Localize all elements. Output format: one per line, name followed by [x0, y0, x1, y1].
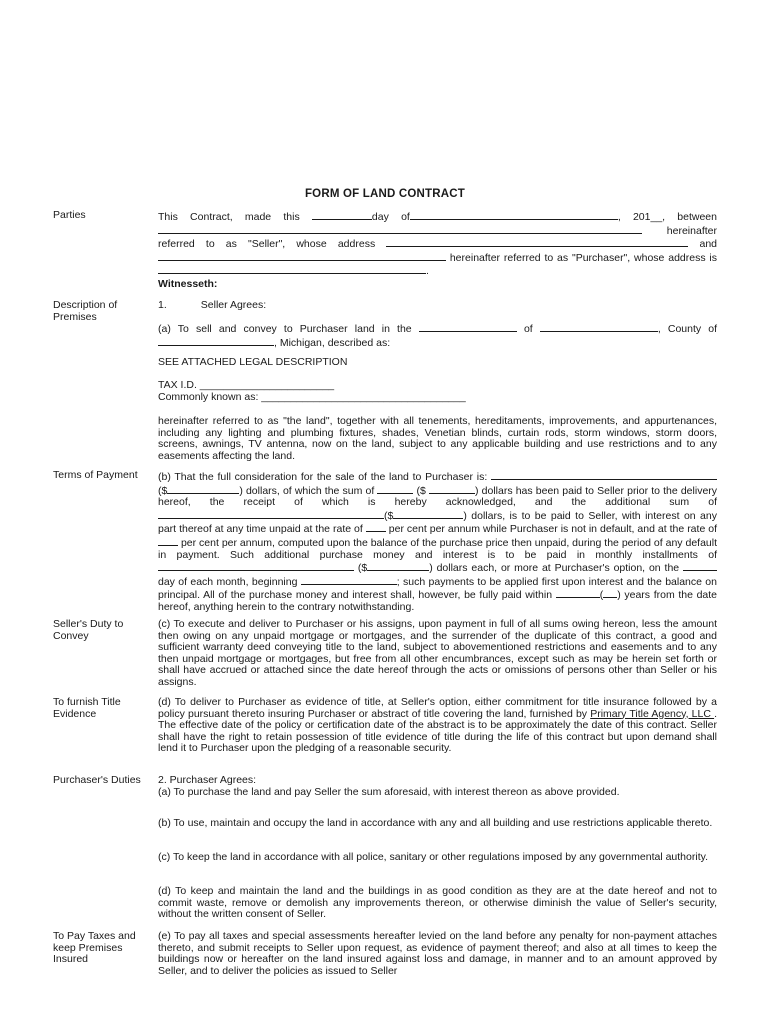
- blank-default-rate[interactable]: [158, 536, 178, 546]
- title-agency-name: Primary Title Agency, LLC: [590, 707, 715, 720]
- document-title: FORM OF LAND CONTRACT: [304, 188, 466, 200]
- blank-consideration-words[interactable]: [491, 470, 717, 480]
- blank-consideration-amount[interactable]: [167, 484, 239, 494]
- blank-balance-amount[interactable]: [393, 509, 463, 519]
- blank-interest-rate[interactable]: [366, 522, 386, 532]
- blank-payment-day[interactable]: [683, 561, 717, 571]
- legal-description-line: SEE ATTACHED LEGAL DESCRIPTION: [158, 356, 348, 368]
- paragraph-2d: (d) To keep and maintain the land and the buildings in as good condition as they are at the date hereof and not to commit waste, remove or demolish any improvements thereon, or otherwise diminish the value of Seller's security, without the written consent of Seller.: [158, 885, 717, 921]
- paragraph-2c: (c) To keep the land in accordance with all police, sanitary or other regulations imposed by any governmental authority.: [158, 851, 708, 863]
- para-text: , Michigan, described as:: [274, 336, 391, 349]
- para-text: of: [523, 323, 533, 335]
- para-text: (: [599, 589, 604, 602]
- para-text: ($: [158, 484, 168, 497]
- land-definition-paragraph: hereinafter referred to as "the land", together with all tenements, hereditaments, improvements, and appurtenances, including any lighting and plumbing fixtures, shades, Venetian blinds, curtain rods, storm windows, storm doors, screens, awnings, TV antenna, now on the land, subject to any applicable building and use restrictions and to any easements affecting the land.: [158, 415, 717, 462]
- para-text: , County of: [657, 323, 718, 335]
- blank-township[interactable]: [419, 322, 517, 332]
- para-text: ) dollars each, or more at Purchaser's option, on the: [429, 562, 680, 575]
- para-text: ) years from the date hereof, anything herein to the contrary notwithstanding.: [158, 589, 718, 613]
- para-text: ) dollars has been paid to Seller prior to the delivery hereof, the receipt of which is hereby acknowledged, and the additional sum of: [158, 484, 718, 509]
- paragraph-a: [158, 322, 717, 349]
- margin-label-title-evidence: To furnish Title Evidence: [53, 696, 121, 720]
- blank-seller-name[interactable]: [158, 224, 642, 234]
- blank-years-words[interactable]: [556, 588, 600, 598]
- parties-text: address is: [668, 251, 718, 264]
- para-text: ; such payments to be applied first upon interest and the balance on principal. All of the purchase money and interest shall, however, be fully paid within: [158, 575, 717, 602]
- margin-label-taxes: To Pay Taxes and keep Premises Insured: [53, 930, 136, 966]
- margin-label-duty-to-convey: Seller's Duty to Convey: [53, 618, 124, 642]
- paragraph-2a: (a) To purchase the land and pay Seller the sum aforesaid, with interest thereon as above provided.: [158, 786, 620, 798]
- parties-text: referred to as "Seller", whose address: [158, 238, 376, 251]
- section-number: 1.: [158, 299, 167, 311]
- para-text: day of each month, beginning: [158, 575, 298, 588]
- para-text: ) dollars, is to be paid to Seller, with interest on any part thereof at any time unpaid at the rate of: [158, 509, 717, 536]
- margin-label-terms: Terms of Payment: [53, 469, 138, 481]
- margin-label-parties: Parties: [53, 209, 86, 221]
- blank-installment-amount[interactable]: [367, 561, 429, 571]
- blank-years-number[interactable]: [603, 588, 617, 598]
- para-text: ($: [384, 509, 394, 522]
- blank-installment-words[interactable]: [158, 561, 354, 571]
- blank-month[interactable]: [410, 210, 618, 220]
- paragraph-b: [158, 470, 717, 614]
- blank-day[interactable]: [312, 210, 372, 220]
- seller-agrees-heading: [158, 300, 717, 312]
- parties-paragraph: [158, 210, 717, 278]
- commonly-known-line: Commonly known as: ___________________________________: [158, 391, 466, 403]
- witnesseth-heading: Witnesseth:: [158, 278, 218, 290]
- blank-balance-words[interactable]: [158, 509, 384, 519]
- margin-label-description: Description of Premises: [53, 299, 118, 323]
- paragraph-c: (c) To execute and deliver to Purchaser or his assigns, upon payment in full of all sums owing hereon, less the amount then owing on any unpaid mortgage or mortgages, and the surrender of the duplicate of this contract, a good and sufficient warranty deed conveying title to the land, subject to abovementioned restrictions and easements and to any then unpaid mortgage or mortgages, but free from all other encumbrances, except such as may be herein set forth or shall have accrued or attached since the date hereof through the acts or omissions of persons other than Seller or his assigns.: [158, 618, 717, 688]
- para-text: ) dollars, of which the sum of: [239, 484, 375, 497]
- para-text: per cent per annum while Purchaser is not in default, and at the rate of: [388, 523, 718, 536]
- paragraph-2b: (b) To use, maintain and occupy the land in accordance with any and all building and use restrictions applicable thereto.: [158, 817, 713, 829]
- parties-text: hereinafter: [666, 224, 717, 237]
- margin-label-purchaser-duties: Purchaser's Duties: [53, 774, 141, 786]
- blank-purchaser-address[interactable]: [158, 264, 426, 274]
- parties-text: and: [699, 238, 718, 251]
- para-text: (d) To deliver to Purchaser as evidence of title, at Seller's option, either commitment for title insurance followed by a policy pursuant thereto insuring Purchaser or abstract of title covering the land, furnished by: [158, 696, 717, 720]
- parties-text: hereinafter referred to as "Purchaser", whose: [449, 251, 665, 264]
- blank-beginning-date[interactable]: [301, 575, 397, 585]
- blank-down-payment-words[interactable]: [377, 484, 413, 494]
- para-text: (a) To sell and convey to Purchaser land in the: [158, 323, 412, 335]
- blank-down-payment-amount[interactable]: [429, 484, 475, 494]
- para-text: ($: [357, 562, 368, 575]
- purchaser-agrees-heading: 2. Purchaser Agrees:: [158, 774, 257, 786]
- para-text: (b) That the full consideration for the sale of the land to Purchaser is:: [158, 471, 488, 483]
- blank-county[interactable]: [158, 336, 274, 346]
- tax-id-line: TAX I.D. _______________________: [158, 379, 335, 391]
- parties-text: , 201__, between: [617, 211, 717, 223]
- section-heading: Seller Agrees:: [200, 299, 267, 311]
- para-text: ($: [416, 484, 426, 497]
- blank-seller-address[interactable]: [386, 237, 688, 247]
- paragraph-d: [158, 697, 717, 755]
- blank-municipality[interactable]: [540, 322, 658, 332]
- paragraph-2e: (e) To pay all taxes and special assessments hereafter levied on the land before any penalty for non-payment attaches thereto, and submit receipts to Seller upon request, as evidence of payment thereof; and also at all times to keep the buildings now or hereafter on the land insured against loss and damage, in manner and to an amount approved by Seller, and to deliver the policies as issued to Seller: [158, 930, 717, 977]
- para-text: . The effective date of the policy or certification date of the abstract is to be approximately the date of this contract. Seller shall have the right to retain possession of title evidence of title during the life of this contract but upon demand shall lend it to Purchaser upon the pledging of a reasonable security.: [158, 707, 717, 755]
- parties-text: day of: [371, 211, 410, 223]
- blank-purchaser-name[interactable]: [158, 251, 446, 261]
- parties-text: This Contract, made this: [158, 211, 300, 223]
- para-text: per cent per annum, computed upon the balance of the purchase price then unpaid, during the period of any default in payment. Such additional purchase money and interest is to be paid in monthly installments of: [158, 536, 717, 561]
- parties-text: .: [426, 265, 429, 278]
